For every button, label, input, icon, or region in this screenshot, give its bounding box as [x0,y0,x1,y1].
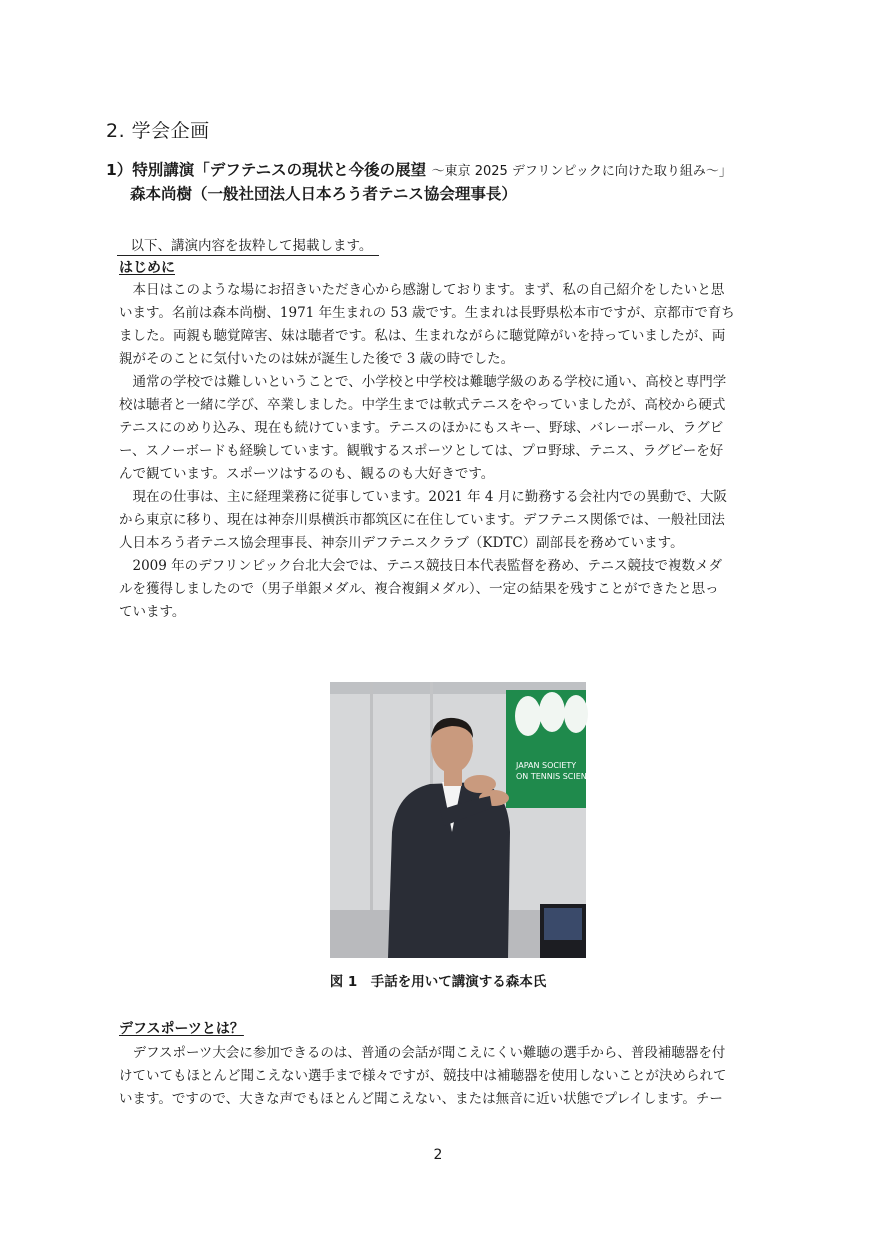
society-banner [506,690,597,808]
speaker-photo [330,682,598,958]
text-line: ています。 [119,604,186,620]
text-line: から東京に移り、現在は神奈川県横浜市都筑区に在住しています。デフテニス関係では、一般社団法 [119,512,725,528]
banner-text-line2: ON TENNIS SCIENCE [516,772,598,781]
intro-note [117,234,379,256]
text-line: います。名前は森本尚樹、1971 年生まれの 53 歳です。生まれは長野県松本市ですが、京都市で育ち [119,305,735,321]
heading-introduction: はじめに [119,260,175,276]
banner-text-line1: JAPAN SOCIETY [516,761,577,770]
section-heading: 2. 学会企画 [106,120,210,142]
text-line: 人日本ろう者テニス協会理事長、神奈川デフテニスクラブ（KDTC）副部長を務めています。 [119,535,684,551]
text-line: 本日はこのような場にお招きいただき心から感謝しております。まず、私の自己紹介をしたいと思 [119,282,725,298]
text-line: ルを獲得しましたので（男子単銀メダル、複合複銅メダル）、一定の結果を残すことができたと思っ [119,581,719,597]
page-number: 2 [433,1147,443,1163]
text-line: テニスにのめり込み、現在も続けています。テニスのほかにもスキー、野球、バレーボール、ラグビ [119,420,724,436]
deaf-sports-body [119,1042,769,1111]
lecture-title-subtitle: ～東京 2025 デフリンピックに向けた取り組み～」 [431,164,732,179]
text-line: います。ですので、大きな声でもほとんど聞こえない、または無音に近い状態でプレイします。チー [119,1091,723,1107]
lecture-title-main: 1）特別講演「デフテニスの現状と今後の展望 [106,161,427,179]
introduction-body [119,279,769,624]
text-line: ました。両親も聴覚障害、妹は聴者です。私は、生まれながらに聴覚障がいを持っていましたが、両 [119,328,726,344]
text-line: 2009 年のデフリンピック台北大会では、テニス競技日本代表監督を務め、テニス競技で複数メダ [119,558,722,574]
text-line: 通常の学校では難しいということで、小学校と中学校は難聴学級のある学校に通い、高校と専門学 [119,374,727,390]
text-line: 親がそのことに気付いたのは妹が誕生した後で 3 歳の時でした。 [119,351,515,367]
laptop [540,904,586,958]
intro-note-text: 以下、講演内容を抜粋して掲載します。 [130,238,373,254]
figure-caption: 図 1 手話を用いて講演する森本氏 [329,974,547,990]
text-line: んで観ています。スポーツはするのも、観るのも大好きです。 [119,466,495,482]
text-line: デフスポーツ大会に参加できるのは、普通の会話が聞こえにくい難聴の選手から、普段補聴器を付 [119,1045,726,1061]
lecture-title [106,158,732,180]
text-line: ー、スノーボードも経験しています。観戦するスポーツとしては、プロ野球、テニス、ラグビーを好 [119,443,724,459]
text-line: 校は聴者と一緒に学び、卒業しました。中学生までは軟式テニスをやっていましたが、高校から硬式 [119,397,726,413]
heading-deaf-sports: デフスポーツとは？ [119,1021,244,1037]
text-line: 現在の仕事は、主に経理業務に従事しています。2021 年 4 月に勤務する会社内での異動で、大阪 [119,489,727,505]
speaker-line: 森本尚樹（一般社団法人日本ろう者テニス協会理事長） [130,185,517,203]
text-line: けていてもほとんど聞こえない選手まで様々ですが、競技中は補聴器を使用しないことが決められて [119,1068,727,1084]
